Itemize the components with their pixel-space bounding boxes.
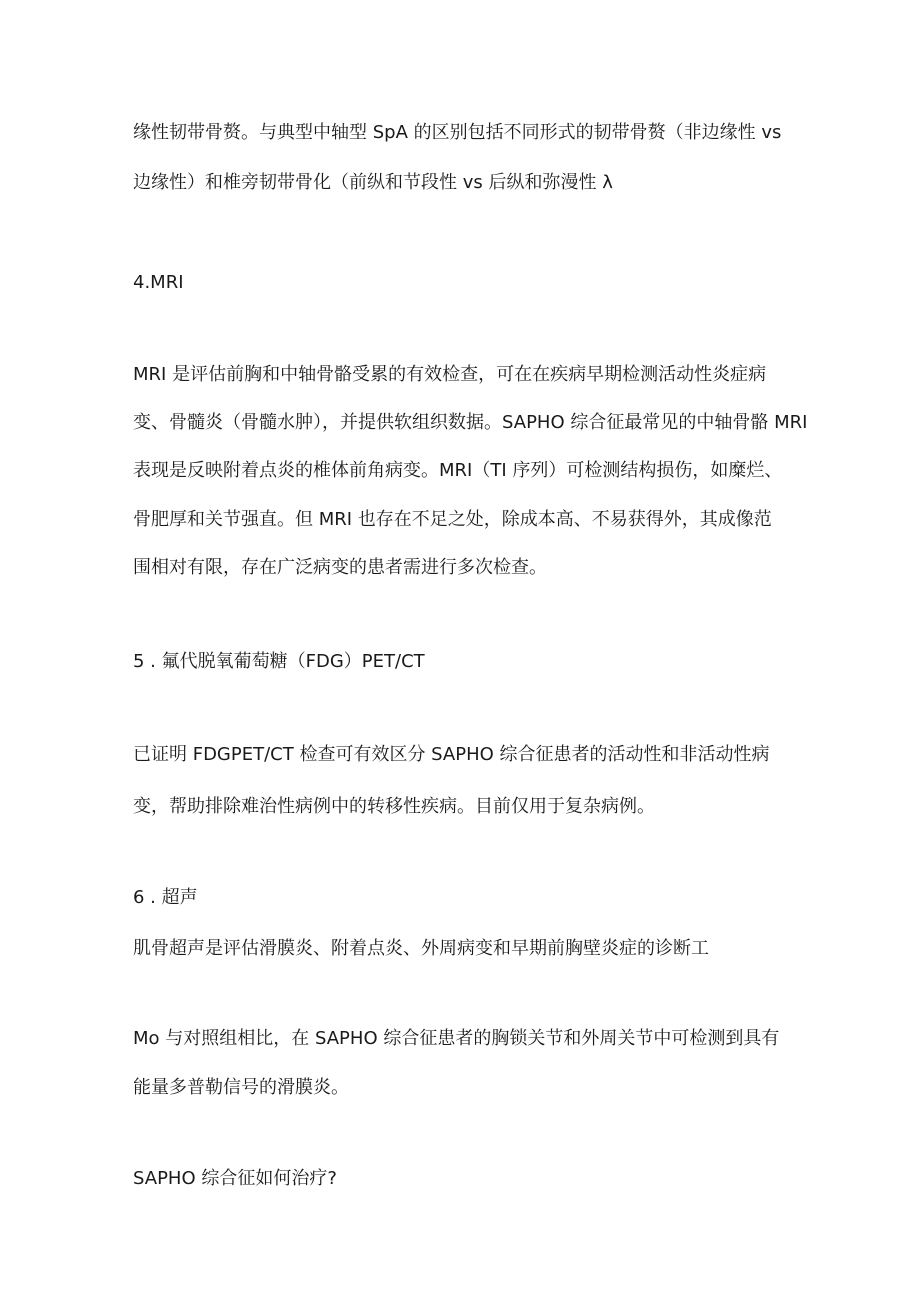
- section-6-heading: 6 . 超声: [133, 887, 198, 908]
- paragraph-5-line-2: 能量多普勒信号的滑膜炎。: [133, 1077, 349, 1098]
- question-heading: SAPHO 综合征如何治疗?: [133, 1168, 337, 1189]
- paragraph-1-line-1: 缘性韧带骨赘。与典型中轴型 SpA 的区别包括不同形式的韧带骨赘（非边缘性 vs: [133, 122, 782, 143]
- paragraph-3-line-2: 变，帮助排除难治性病例中的转移性疾病。目前仅用于复杂病例。: [133, 796, 655, 817]
- section-5-heading: 5 . 氟代脱氧葡萄糖（FDG）PET/CT: [133, 651, 425, 672]
- paragraph-2-line-4: 骨肥厚和关节强直。但 MRI 也存在不足之处，除成本高、不易获得外，其成像范: [133, 509, 772, 530]
- paragraph-4-line-1: 肌骨超声是评估滑膜炎、附着点炎、外周病变和早期前胸壁炎症的诊断工: [133, 938, 709, 959]
- paragraph-1-line-2: 边缘性）和椎旁韧带骨化（前纵和节段性 vs 后纵和弥漫性 λ: [133, 172, 613, 193]
- paragraph-2-line-5: 围相对有限，存在广泛病变的患者需进行多次检查。: [133, 557, 547, 578]
- paragraph-2-line-2: 变、骨髓炎（骨髓水肿），并提供软组织数据。SAPHO 综合征最常见的中轴骨骼 MRI: [133, 412, 808, 433]
- paragraph-3-line-1: 已证明 FDGPET/CT 检查可有效区分 SAPHO 综合征患者的活动性和非活动性病: [133, 744, 770, 765]
- paragraph-5-line-1: Mo 与对照组相比，在 SAPHO 综合征患者的胸锁关节和外周关节中可检测到具有: [133, 1028, 780, 1049]
- paragraph-2-line-1: MRI 是评估前胸和中轴骨骼受累的有效检查，可在在疾病早期检测活动性炎症病: [133, 364, 767, 385]
- section-4-heading: 4.MRI: [133, 272, 184, 293]
- paragraph-2-line-3: 表现是反映附着点炎的椎体前角病变。MRI（TI 序列）可检测结构损伤，如糜烂、: [133, 460, 783, 481]
